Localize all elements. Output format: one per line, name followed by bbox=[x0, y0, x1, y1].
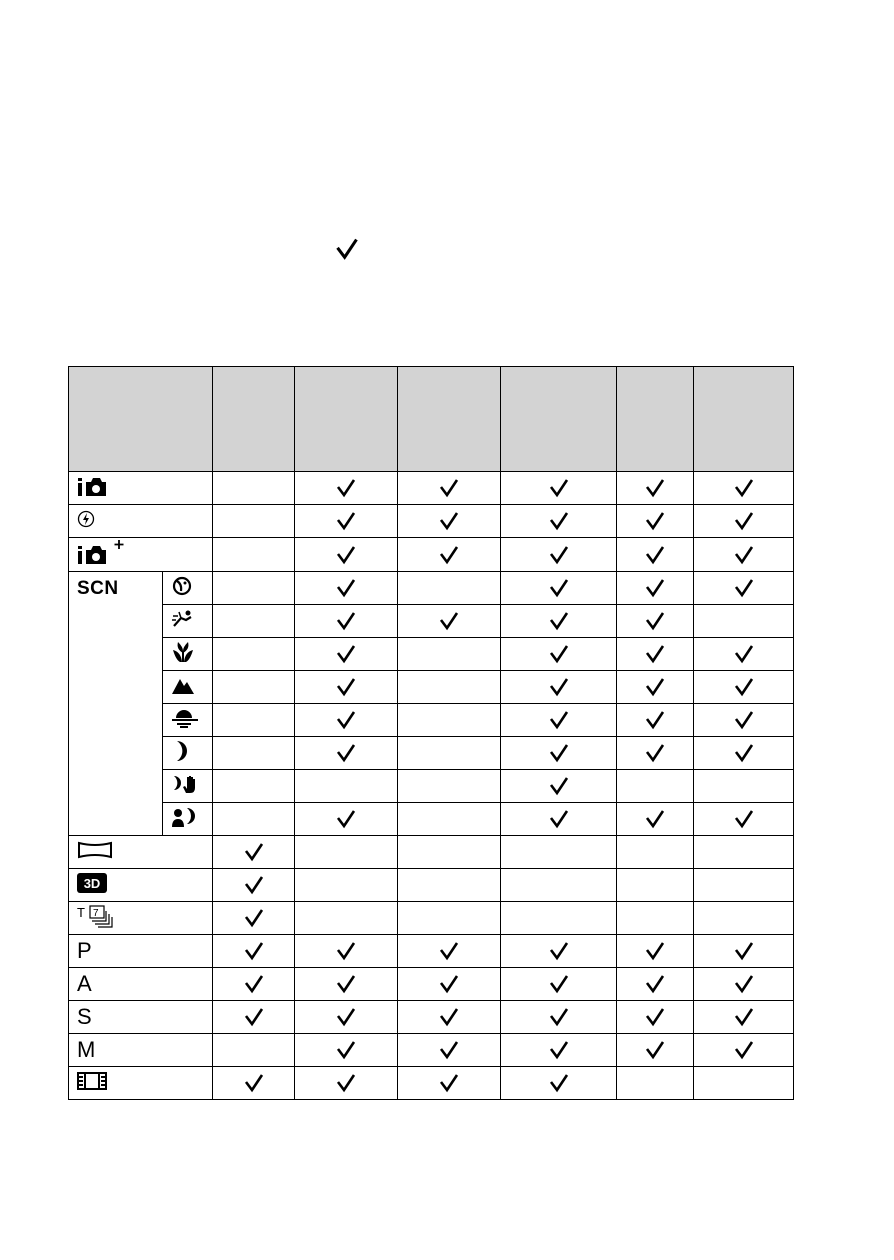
check-icon bbox=[733, 1041, 755, 1058]
check-icon bbox=[733, 512, 755, 529]
mode-cell bbox=[69, 1067, 213, 1100]
check-icon bbox=[733, 810, 755, 827]
check-cell-4 bbox=[501, 869, 617, 902]
check-icon bbox=[644, 810, 666, 827]
soft-skin-icon bbox=[171, 575, 193, 602]
header-cell-mode bbox=[69, 367, 213, 472]
check-cell-4 bbox=[501, 836, 617, 869]
check-cell-4 bbox=[501, 605, 617, 638]
table-row-scn-handheld-twilight bbox=[69, 770, 794, 803]
check-cell-2 bbox=[295, 572, 398, 605]
check-cell-6 bbox=[694, 1067, 794, 1100]
check-icon bbox=[335, 546, 357, 563]
mode-cell bbox=[69, 1034, 213, 1067]
check-cell-6 bbox=[694, 671, 794, 704]
check-icon bbox=[548, 546, 570, 563]
check-icon bbox=[644, 546, 666, 563]
check-cell-4 bbox=[501, 472, 617, 505]
check-icon bbox=[644, 678, 666, 695]
check-cell-2 bbox=[295, 770, 398, 803]
table-row-superior-auto bbox=[69, 538, 794, 572]
check-icon bbox=[438, 1041, 460, 1058]
check-icon bbox=[335, 975, 357, 992]
check-cell-6 bbox=[694, 505, 794, 538]
check-icon bbox=[243, 909, 265, 926]
check-cell-1 bbox=[213, 869, 295, 902]
table-row-scn-landscape bbox=[69, 671, 794, 704]
check-icon bbox=[335, 1041, 357, 1058]
header-cell-3 bbox=[398, 367, 501, 472]
check-icon bbox=[644, 711, 666, 728]
mode-cell bbox=[69, 1001, 213, 1034]
check-icon bbox=[335, 711, 357, 728]
check-cell-5 bbox=[617, 770, 694, 803]
check-cell-2 bbox=[295, 671, 398, 704]
table-row-intelligent-auto bbox=[69, 472, 794, 505]
check-cell-1 bbox=[213, 836, 295, 869]
header-cell-4 bbox=[501, 367, 617, 472]
check-cell-3 bbox=[398, 605, 501, 638]
check-cell-1 bbox=[213, 803, 295, 836]
check-cell-3 bbox=[398, 935, 501, 968]
svg-text:T: T bbox=[77, 904, 85, 920]
check-cell-6 bbox=[694, 572, 794, 605]
check-icon bbox=[548, 579, 570, 596]
check-cell-4 bbox=[501, 572, 617, 605]
table-row-scn-night-portrait bbox=[69, 803, 794, 836]
compatibility-table bbox=[68, 366, 794, 1100]
check-icon bbox=[438, 479, 460, 496]
table-header-row bbox=[69, 367, 794, 472]
check-cell-2 bbox=[295, 505, 398, 538]
check-cell-3 bbox=[398, 505, 501, 538]
check-icon bbox=[548, 512, 570, 529]
check-icon bbox=[644, 1008, 666, 1025]
check-icon bbox=[548, 612, 570, 629]
check-icon bbox=[644, 942, 666, 959]
check-cell-2 bbox=[295, 704, 398, 737]
check-cell-6 bbox=[694, 968, 794, 1001]
check-icon bbox=[243, 975, 265, 992]
check-cell-6 bbox=[694, 770, 794, 803]
check-cell-2 bbox=[295, 1067, 398, 1100]
check-cell-3 bbox=[398, 472, 501, 505]
check-icon bbox=[438, 942, 460, 959]
mode-cell bbox=[163, 770, 213, 803]
table-row-easy-shooting bbox=[69, 505, 794, 538]
table-row-aperture-priority bbox=[69, 968, 794, 1001]
check-cell-6 bbox=[694, 704, 794, 737]
mode-cell bbox=[163, 803, 213, 836]
table-row-manual-exposure bbox=[69, 1034, 794, 1067]
check-icon bbox=[335, 678, 357, 695]
mode-cell bbox=[69, 902, 213, 935]
check-icon bbox=[733, 546, 755, 563]
svg-text:7: 7 bbox=[93, 907, 99, 919]
check-cell-1 bbox=[213, 572, 295, 605]
macro-icon bbox=[171, 640, 195, 669]
check-icon bbox=[733, 744, 755, 761]
check-icon bbox=[733, 479, 755, 496]
check-cell-4 bbox=[501, 1034, 617, 1067]
check-icon bbox=[335, 512, 357, 529]
check-cell-1 bbox=[213, 704, 295, 737]
check-cell-5 bbox=[617, 638, 694, 671]
sweep-panorama-icon bbox=[77, 841, 113, 864]
check-cell-6 bbox=[694, 902, 794, 935]
table-row-scn-sunset bbox=[69, 704, 794, 737]
mode-cell bbox=[69, 472, 213, 505]
check-cell-3 bbox=[398, 803, 501, 836]
mode-cell bbox=[69, 869, 213, 902]
advanced-sports-icon bbox=[171, 608, 195, 635]
check-icon bbox=[733, 678, 755, 695]
check-cell-2 bbox=[295, 869, 398, 902]
check-cell-3 bbox=[398, 902, 501, 935]
check-cell-6 bbox=[694, 803, 794, 836]
check-icon bbox=[733, 711, 755, 728]
check-icon bbox=[335, 1008, 357, 1025]
check-icon bbox=[548, 975, 570, 992]
landscape-icon bbox=[171, 675, 195, 700]
check-icon bbox=[438, 512, 460, 529]
night-scene-icon bbox=[171, 739, 193, 768]
check-cell-2 bbox=[295, 472, 398, 505]
mode-cell bbox=[69, 505, 213, 538]
check-cell-2 bbox=[295, 605, 398, 638]
header-cell-6 bbox=[694, 367, 794, 472]
check-icon bbox=[548, 678, 570, 695]
check-cell-2 bbox=[295, 935, 398, 968]
check-icon bbox=[644, 512, 666, 529]
mode-cell bbox=[163, 704, 213, 737]
check-cell-5 bbox=[617, 935, 694, 968]
check-icon bbox=[548, 479, 570, 496]
check-cell-4 bbox=[501, 1001, 617, 1034]
mode-cell bbox=[163, 737, 213, 770]
check-cell-6 bbox=[694, 605, 794, 638]
check-cell-2 bbox=[295, 836, 398, 869]
check-cell-1 bbox=[213, 935, 295, 968]
check-cell-1 bbox=[213, 472, 295, 505]
check-icon bbox=[548, 1074, 570, 1091]
check-icon bbox=[438, 975, 460, 992]
check-cell-6 bbox=[694, 1001, 794, 1034]
check-cell-3 bbox=[398, 704, 501, 737]
check-cell-4 bbox=[501, 935, 617, 968]
check-cell-5 bbox=[617, 836, 694, 869]
check-icon bbox=[335, 744, 357, 761]
check-cell-4 bbox=[501, 704, 617, 737]
check-cell-5 bbox=[617, 869, 694, 902]
check-cell-1 bbox=[213, 1067, 295, 1100]
check-icon bbox=[733, 975, 755, 992]
check-cell-4 bbox=[501, 1067, 617, 1100]
check-cell-6 bbox=[694, 935, 794, 968]
table-row-scn-night-scene bbox=[69, 737, 794, 770]
check-icon bbox=[644, 612, 666, 629]
check-cell-4 bbox=[501, 671, 617, 704]
check-cell-6 bbox=[694, 836, 794, 869]
check-icon bbox=[335, 645, 357, 662]
check-icon bbox=[733, 645, 755, 662]
check-icon bbox=[644, 975, 666, 992]
table-row-movie-mode bbox=[69, 1067, 794, 1100]
check-cell-1 bbox=[213, 737, 295, 770]
check-cell-5 bbox=[617, 902, 694, 935]
check-cell-1 bbox=[213, 538, 295, 572]
mode-label-manual-exposure: M bbox=[77, 1037, 96, 1062]
superior-auto-icon bbox=[77, 538, 133, 571]
check-cell-2 bbox=[295, 638, 398, 671]
check-cell-3 bbox=[398, 572, 501, 605]
check-icon bbox=[438, 1074, 460, 1091]
mode-label-program-auto: P bbox=[77, 938, 92, 963]
check-cell-6 bbox=[694, 869, 794, 902]
check-icon bbox=[548, 777, 570, 794]
check-icon bbox=[644, 579, 666, 596]
check-icon bbox=[644, 645, 666, 662]
check-cell-5 bbox=[617, 1034, 694, 1067]
check-icon bbox=[644, 744, 666, 761]
check-cell-5 bbox=[617, 1001, 694, 1034]
check-cell-1 bbox=[213, 902, 295, 935]
check-icon bbox=[243, 876, 265, 893]
mode-cell bbox=[69, 935, 213, 968]
check-icon bbox=[548, 645, 570, 662]
check-cell-6 bbox=[694, 538, 794, 572]
check-cell-1 bbox=[213, 638, 295, 671]
check-icon bbox=[548, 1008, 570, 1025]
check-cell-2 bbox=[295, 803, 398, 836]
mode-cell bbox=[163, 572, 213, 605]
sunset-icon bbox=[171, 707, 199, 734]
check-cell-2 bbox=[295, 968, 398, 1001]
check-cell-4 bbox=[501, 638, 617, 671]
check-icon bbox=[548, 711, 570, 728]
check-cell-5 bbox=[617, 737, 694, 770]
check-cell-4 bbox=[501, 968, 617, 1001]
check-cell-3 bbox=[398, 538, 501, 572]
check-icon bbox=[438, 1008, 460, 1025]
header-cell-5 bbox=[617, 367, 694, 472]
check-icon bbox=[335, 942, 357, 959]
check-icon bbox=[733, 942, 755, 959]
table-row-scn-soft-skin bbox=[69, 572, 794, 605]
check-icon bbox=[243, 1074, 265, 1091]
mode-label-shutter-priority: S bbox=[77, 1004, 92, 1029]
check-cell-3 bbox=[398, 836, 501, 869]
check-cell-4 bbox=[501, 505, 617, 538]
check-cell-5 bbox=[617, 704, 694, 737]
check-cell-2 bbox=[295, 1034, 398, 1067]
mode-cell bbox=[69, 968, 213, 1001]
check-icon bbox=[335, 479, 357, 496]
check-icon bbox=[243, 843, 265, 860]
check-icon bbox=[335, 1074, 357, 1091]
check-cell-2 bbox=[295, 1001, 398, 1034]
header-cell-1 bbox=[213, 367, 295, 472]
check-cell-1 bbox=[213, 1034, 295, 1067]
check-icon bbox=[548, 810, 570, 827]
check-cell-4 bbox=[501, 803, 617, 836]
check-cell-5 bbox=[617, 572, 694, 605]
check-icon bbox=[548, 942, 570, 959]
check-cell-5 bbox=[617, 968, 694, 1001]
svg-text:3D: 3D bbox=[83, 875, 101, 891]
check-icon bbox=[644, 1041, 666, 1058]
table-row-shutter-priority bbox=[69, 1001, 794, 1034]
check-icon bbox=[335, 612, 357, 629]
check-cell-2 bbox=[295, 538, 398, 572]
check-icon bbox=[335, 810, 357, 827]
check-cell-3 bbox=[398, 869, 501, 902]
header-cell-2 bbox=[295, 367, 398, 472]
check-cell-5 bbox=[617, 605, 694, 638]
night-portrait-icon bbox=[171, 806, 199, 833]
check-icon bbox=[438, 546, 460, 563]
mode-label-aperture-priority: A bbox=[77, 971, 92, 996]
table-row-program-auto bbox=[69, 935, 794, 968]
check-cell-1 bbox=[213, 1001, 295, 1034]
check-cell-2 bbox=[295, 902, 398, 935]
scn-group-label: SCN bbox=[69, 572, 163, 836]
check-cell-4 bbox=[501, 737, 617, 770]
check-cell-3 bbox=[398, 770, 501, 803]
check-icon bbox=[548, 1041, 570, 1058]
check-cell-4 bbox=[501, 538, 617, 572]
check-cell-5 bbox=[617, 803, 694, 836]
check-icon bbox=[733, 1008, 755, 1025]
check-cell-5 bbox=[617, 505, 694, 538]
check-cell-3 bbox=[398, 671, 501, 704]
table-row-3d-still bbox=[69, 869, 794, 902]
check-cell-2 bbox=[295, 737, 398, 770]
mode-cell bbox=[163, 638, 213, 671]
table-row-scn-advanced-sports bbox=[69, 605, 794, 638]
check-cell-5 bbox=[617, 1067, 694, 1100]
tele-zoom-burst-icon bbox=[77, 904, 117, 933]
check-icon bbox=[733, 579, 755, 596]
check-cell-6 bbox=[694, 638, 794, 671]
check-cell-3 bbox=[398, 1067, 501, 1100]
check-cell-3 bbox=[398, 1034, 501, 1067]
table-row-sweep-panorama bbox=[69, 836, 794, 869]
check-cell-1 bbox=[213, 505, 295, 538]
check-cell-1 bbox=[213, 770, 295, 803]
check-icon bbox=[644, 479, 666, 496]
mode-cell bbox=[163, 671, 213, 704]
check-cell-1 bbox=[213, 605, 295, 638]
check-cell-3 bbox=[398, 638, 501, 671]
check-cell-1 bbox=[213, 968, 295, 1001]
check-cell-5 bbox=[617, 472, 694, 505]
check-icon bbox=[548, 744, 570, 761]
table-row-scn-macro bbox=[69, 638, 794, 671]
check-icon bbox=[243, 1008, 265, 1025]
check-cell-6 bbox=[694, 1034, 794, 1067]
check-cell-5 bbox=[617, 671, 694, 704]
check-icon bbox=[438, 612, 460, 629]
check-cell-1 bbox=[213, 671, 295, 704]
mode-cell bbox=[69, 538, 213, 572]
easy-shooting-icon bbox=[77, 510, 95, 533]
movie-icon bbox=[77, 1071, 107, 1096]
handheld-twilight-icon bbox=[171, 773, 199, 800]
mode-cell bbox=[69, 836, 213, 869]
intelligent-auto-icon bbox=[77, 474, 117, 503]
3d-still-icon bbox=[77, 873, 107, 898]
check-cell-3 bbox=[398, 968, 501, 1001]
check-cell-6 bbox=[694, 737, 794, 770]
check-cell-3 bbox=[398, 1001, 501, 1034]
table-row-tele-zoom-burst bbox=[69, 902, 794, 935]
check-cell-4 bbox=[501, 902, 617, 935]
check-cell-6 bbox=[694, 472, 794, 505]
check-icon bbox=[335, 579, 357, 596]
legend-check-icon bbox=[334, 236, 360, 262]
check-icon bbox=[243, 942, 265, 959]
check-cell-3 bbox=[398, 737, 501, 770]
mode-cell bbox=[163, 605, 213, 638]
check-cell-4 bbox=[501, 770, 617, 803]
check-cell-5 bbox=[617, 538, 694, 572]
